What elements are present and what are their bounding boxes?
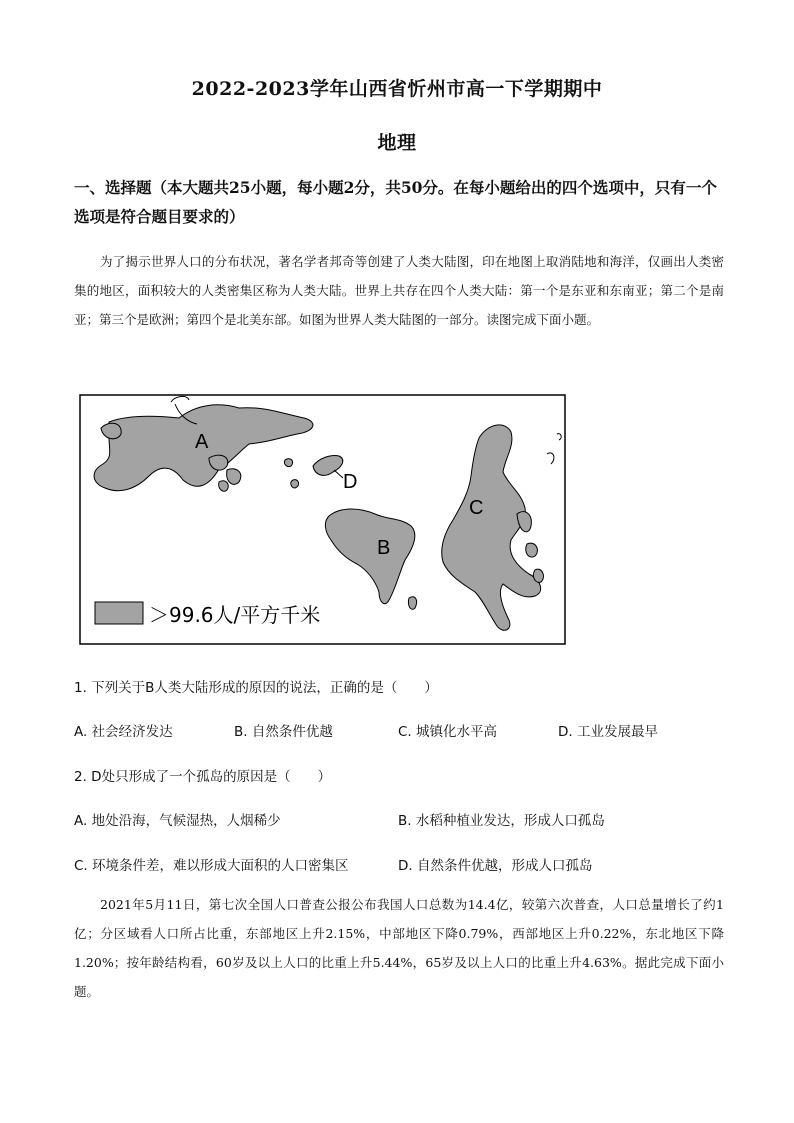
question-1-stem: 1. 下列关于B人类大陆形成的原因的说法，正确的是（ ）: [74, 680, 438, 696]
q2-option-a[interactable]: A. 地处沿海，气候湿热，人烟稀少: [74, 813, 281, 829]
map-label-c: C: [469, 497, 484, 519]
q1-option-d[interactable]: D. 工业发展最早: [558, 724, 658, 740]
subject-title: 地理: [377, 132, 417, 154]
question-2-stem: 2. D处只形成了一个孤岛的原因是（ ）: [74, 769, 332, 785]
reading-passage-1: 为了揭示世界人口的分布状况，著名学者邦奇等创建了人类大陆图，印在地图上取消陆地和海洋，仅画出人类密集的地区，面积较大的人类密集区称为人类大陆。世界上共存在四个人类大陆：第一个是东亚和东南亚；第二个是南亚；第三个是欧洲；第四个是北美东部。如图为世界人类大陆图的一部分。读图完成下面小题。: [74, 254, 724, 327]
q2-option-c[interactable]: C. 环境条件差，难以形成大面积的人口密集区: [74, 858, 349, 874]
q1-option-c[interactable]: C. 城镇化水平高: [398, 724, 498, 740]
section-heading: 一、选择题（本大题共25小题，每小题2分，共50分。在每小题给出的四个选项中，只有一个选项是符合题目要求的）: [74, 178, 717, 226]
q1-option-b[interactable]: B. 自然条件优越: [234, 724, 333, 740]
q1-option-a[interactable]: A. 社会经济发达: [74, 724, 173, 740]
exam-title: 2022-2023学年山西省忻州市高一下学期期中: [191, 78, 603, 100]
legend-label: ＞99.6人/平方千米: [149, 603, 321, 627]
reading-passage-2: 2021年5月11日，第七次全国人口普查公报公布我国人口总数为14.4亿，较第六次普查，人口总量增长了约1亿；分区域看人口所占比重，东部地区上升2.15%，中部地区下降0.79%，西部地区上升0.22%，东北地区下降1.20%；按年龄结构看，60岁及以上人口的比重上升5.44%，65岁及以上人口的比重上升4.63%。据此完成下面小题。: [74, 897, 724, 999]
q2-option-d[interactable]: D. 自然条件优越，形成人口孤岛: [398, 858, 593, 874]
map-label-b: B: [377, 537, 391, 559]
human-continent-map: [79, 394, 567, 646]
map-label-d: D: [343, 471, 358, 493]
q2-option-b[interactable]: B. 水稻种植业发达，形成人口孤岛: [398, 813, 605, 829]
legend-swatch: [95, 602, 143, 624]
map-label-a: A: [195, 431, 209, 453]
